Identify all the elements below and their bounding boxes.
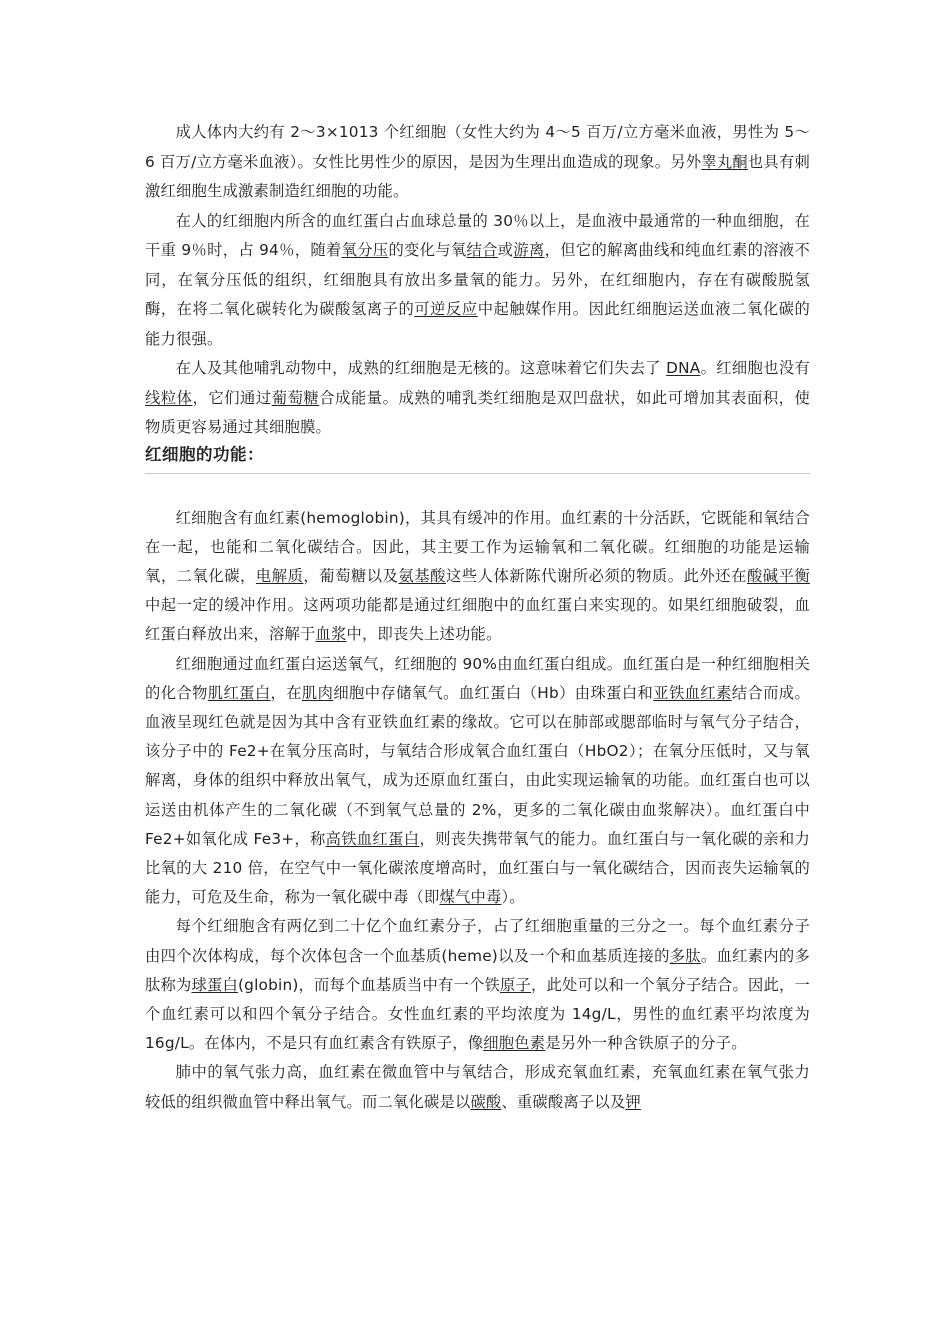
term-link[interactable]: 高铁血红蛋白: [325, 829, 420, 848]
term-link[interactable]: DNA: [666, 359, 701, 377]
term-link[interactable]: 亚铁血红素: [653, 683, 732, 702]
term-link[interactable]: 电解质: [255, 566, 304, 585]
term-link[interactable]: 细胞色素: [483, 1034, 546, 1053]
term-link[interactable]: 氨基酸: [398, 566, 446, 585]
term-link[interactable]: 肌肉: [301, 683, 334, 702]
document-page: [145, 118, 810, 1117]
spacer: [145, 474, 810, 504]
term-link[interactable]: 肌红蛋白: [207, 683, 271, 702]
function-paragraph-3: 每个红细胞含有两亿到二十亿个血红素分子，占了红细胞重量的三分之一。每个血红素分子由四个次体构成，每个次体包含一个血基质(heme)以及一个和血基质连接的多肽。血红素内的多肽称为球蛋白(globin)，而每个血基质当中有一个铁原子，此处可以和一个氧分子结合。因此，一个血红素可以和四个氧分子结合。女性血红素的平均浓度为 14g/L，男性的血红素平均浓度为 16g/L。在体内，不是只有血红素含有铁原子，像细胞色素是另外一种含铁原子的分子。: [145, 917, 810, 1053]
term-link[interactable]: 氧分压: [341, 241, 389, 259]
term-link[interactable]: 多肽: [669, 946, 701, 965]
term-link[interactable]: 酸碱平衡: [746, 566, 810, 585]
intro-paragraph-3: 在人及其他哺乳动物中，成熟的红细胞是无核的。这意味着它们失去了 DNA。红细胞也没有线粒体，它们通过葡萄糖合成能量。成熟的哺乳类红细胞是双凹盘状，如此可增加其表面积，使物质更容易通过其细胞膜。: [145, 359, 811, 436]
term-link[interactable]: 碳酸: [470, 1092, 502, 1111]
term-link[interactable]: 结合: [466, 241, 498, 259]
intro-paragraph-2: 在人的红细胞内所含的血红蛋白占血球总量的 30％以上，是血液中最通常的一种血细胞，在干重 9％时，占 94％，随着氧分压的变化与氧结合或游离，但它的解离曲线和纯血红素的溶液不同，在氧分压低的组织，红细胞具有放出多量氧的能力。另外，在红细胞内，存在有碳酸脱氢酶，在将二氧化碳转化为碳酸氢离子的可逆反应中起触媒作用。因此红细胞运送血液二氧化碳的能力很强。: [145, 211, 811, 348]
term-link[interactable]: 睾丸酮: [701, 152, 748, 171]
term-link[interactable]: 钾: [625, 1092, 641, 1111]
intro-paragraph-1: 成人体内大约有 2～3×1013 个红细胞（女性大约为 4～5 百万/立方毫米血液，男性为 5～6 百万/立方毫米血液）。女性比男性少的原因，是因为生理出血造成的现象。另外睾丸酮也具有刺激红细胞生成激素制造红细胞的功能。: [145, 123, 810, 200]
term-link[interactable]: 原子: [500, 975, 531, 994]
intro-section: [145, 118, 810, 443]
term-link[interactable]: 煤气中毒: [439, 888, 502, 907]
term-link[interactable]: 血浆: [315, 625, 347, 644]
function-paragraph-4: 肺中的氧气张力高，血红素在微血管中与氧结合，形成充氧血红素，充氧血红素在氧气张力较低的组织微血管中释出氧气。而二氧化碳是以碳酸、重碳酸离子以及钾: [145, 1063, 810, 1111]
function-section: [145, 504, 810, 1117]
term-link[interactable]: 葡萄糖: [271, 388, 320, 407]
term-link[interactable]: 线粒体: [145, 388, 193, 407]
function-paragraph-2: 红细胞通过血红蛋白运送氧气，红细胞的 90%由血红蛋白组成。血红蛋白是一种红细胞相关的化合物肌红蛋白，在肌肉细胞中存储氧气。血红蛋白（Hb）由珠蛋白和亚铁血红素结合而成。血液呈现红色就是因为其中含有亚铁血红素的缘故。它可以在肺部或腮部临时与氧气分子结合，该分子中的 Fe2+在氧分压高时，与氧结合形成氧合血红蛋白（HbO2）；在氧分压低时，又与氧解离，身体的组织中释放出氧气，成为还原血红蛋白，由此实现运输氧的功能。血红蛋白也可以运送由机体产生的二氧化碳（不到氧气总量的 2%，更多的二氧化碳由血浆解决）。血红蛋白中 Fe2+如氧化成 Fe3+，称高铁血红蛋白，则丧失携带氧气的能力。血红蛋白与一氧化碳的亲和力比氧的大 210 倍，在空气中一氧化碳浓度增高时，血红蛋白与一氧化碳结合，因而丧失运输氧的能力，可危及生命，称为一氧化碳中毒（即煤气中毒）。: [145, 654, 810, 907]
section-heading: 红细胞的功能：: [145, 443, 810, 474]
term-link[interactable]: 球蛋白: [191, 975, 238, 994]
term-link[interactable]: 游离: [513, 241, 545, 259]
term-link[interactable]: 可逆反应: [414, 300, 478, 318]
function-paragraph-1: 红细胞含有血红素(hemoglobin)，其具有缓冲的作用。血红素的十分活跃，它既能和氧结合在一起，也能和二氧化碳结合。因此，其主要工作为运输氧和二氧化碳。红细胞的功能是运输氧，二氧化碳，电解质，葡萄糖以及氨基酸这些人体新陈代谢所必须的物质。此外还在酸碱平衡中起一定的缓冲作用。这两项功能都是通过红细胞中的血红蛋白来实现的。如果红细胞破裂，血红蛋白释放出来，溶解于血浆中，即丧失上述功能。: [145, 508, 810, 644]
